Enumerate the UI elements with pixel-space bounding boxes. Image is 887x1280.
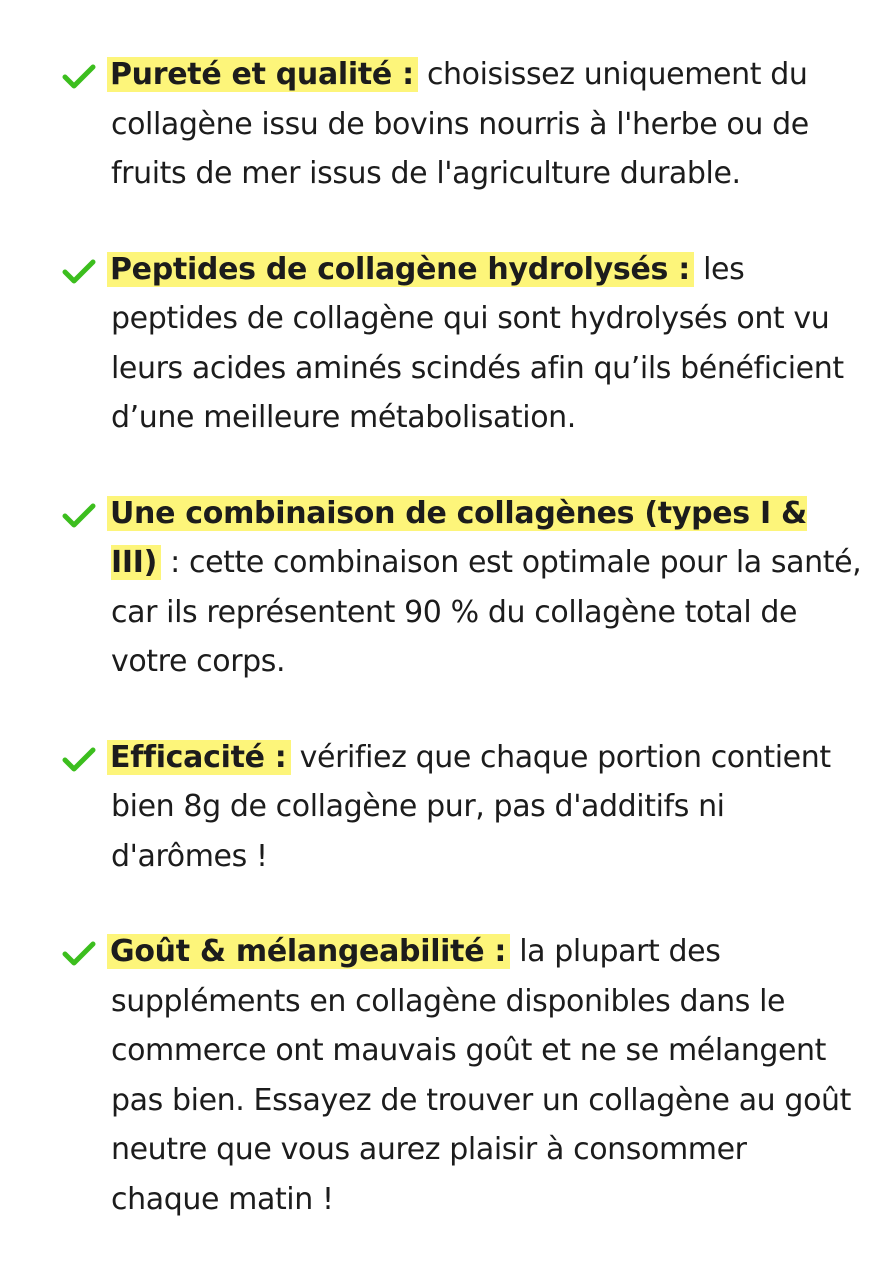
item-text: : cette combinaison est optimale pour la santé, car ils représentent 90 % du collagène total de votre corps. — [111, 545, 862, 679]
checklist-item-taste-mixability — [0, 927, 887, 1224]
item-label: Une combinaison de collagènes (types I & III) — [107, 496, 807, 581]
item-label: Peptides de collagène hydrolysés : — [107, 252, 694, 287]
item-text: les peptides de collagène qui sont hydrolysés ont vu leurs acides aminés scindés afin qu’ils bénéficient d’une meilleure métabolisation. — [111, 251, 844, 435]
check-icon — [62, 64, 96, 90]
item-text: choisissez uniquement du collagène issu de bovins nourris à l'herbe ou de fruits de mer issus de l'agriculture durable. — [111, 57, 809, 191]
checklist — [0, 50, 887, 1270]
item-text: la plupart des suppléments en collagène disponibles dans le commerce ont mauvais goût et ne se mélangent pas bien. Essayez de trouver un collagène au goût neutre que vous aurez plaisir à consommer chaque matin ! — [111, 934, 852, 1217]
check-icon — [62, 747, 96, 773]
checklist-item-purity — [0, 50, 887, 199]
check-icon — [62, 259, 96, 285]
checklist-item-hydrolyzed-peptides — [0, 245, 887, 443]
checklist-item-collagen-types — [0, 489, 887, 687]
checklist-item-efficacy — [0, 733, 887, 882]
item-text: vérifiez que chaque portion contient bien 8g de collagène pur, pas d'additifs ni d'arômes ! — [111, 739, 831, 874]
check-icon — [62, 941, 96, 967]
item-label: Pureté et qualité : — [107, 57, 418, 92]
item-label: Efficacité : — [107, 740, 291, 775]
check-icon — [62, 503, 96, 529]
item-label: Goût & mélangeabilité : — [107, 934, 510, 969]
